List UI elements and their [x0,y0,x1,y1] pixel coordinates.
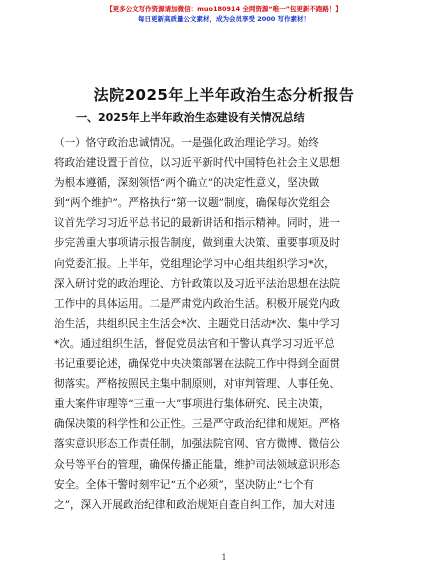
promo-banner-line-2: 每日更新高质量公文素材，成为会员享受 2000 写作素材！ [137,15,311,23]
document-title: 法院2025年上半年政治生态分析报告 [93,86,355,104]
body-line: 将政治建设置于首位，以习近平新时代中国特色社会主义思想 [54,157,341,170]
body-line: （一）恪守政治忠诚情况。一是强化政治理论学习。始终 [54,137,319,149]
body-line: 治生活，共组织民主生活会*次、主题党日活动*次、集中学习 [54,317,341,330]
body-line: 安全。全体干警时刻牢记“五个必须”，坚决防止“七个有 [54,478,314,491]
body-line: 向党委汇报。上半年，党组理论学习中心组共组织学习*次， [54,257,335,270]
body-line: 彻落实。严格按照民主集中制原则，对审判管理、人事任免、 [54,378,341,391]
promo-banner [0,4,448,24]
body-line: 众号等平台的管理，确保传播正能量，维护司法领域意识形态 [54,458,341,471]
body-line: 议首先学习习近平总书记的最新讲话和指示精神。同时，进一 [54,217,341,230]
body-line: 确保决策的科学性和公正性。三是严守政治纪律和规矩。严格 [54,418,341,431]
body-line: 重大案件审理等“三重一大”事项进行集体研究、民主决策， [54,398,330,411]
document-body [54,133,394,515]
body-line: 书记重要论述，确保党中央决策部署在法院工作中得到全面贯 [54,358,341,371]
body-line: 深入研讨党的政治理论、方针政策以及习近平法治思想在法院 [54,277,341,290]
body-line: 工作中的具体运用。二是严肃党内政治生活。积极开展党内政 [54,297,341,310]
body-line: 落实意识形态工作责任制，加强法院官网、官方微博、微信公 [54,438,341,451]
body-line: *次。通过组织生活，督促党员法官和干警认真学习习近平总 [54,337,335,350]
promo-banner-line-1: 【更多公文写作资源请加微信：muo180914 全网资源“唯一”包更新不跑路！】 [106,5,342,13]
page-number: 1 [221,553,227,562]
body-line: 步完善重大事项请示报告制度，做到重大决策、重要事项及时 [54,237,341,250]
section-heading: 一、2025年上半年政治生态建设有关情况总结 [76,111,305,124]
body-line: 到“两个维护”。严格执行“第一议题”制度，确保每次党组会 [54,197,330,210]
body-line: 之”，深入开展政治纪律和政治规矩自查自纠工作，加大对违 [54,498,335,511]
body-line: 为根本遵循，深刻领悟“两个确立”的决定性意义，坚决做 [54,177,320,190]
